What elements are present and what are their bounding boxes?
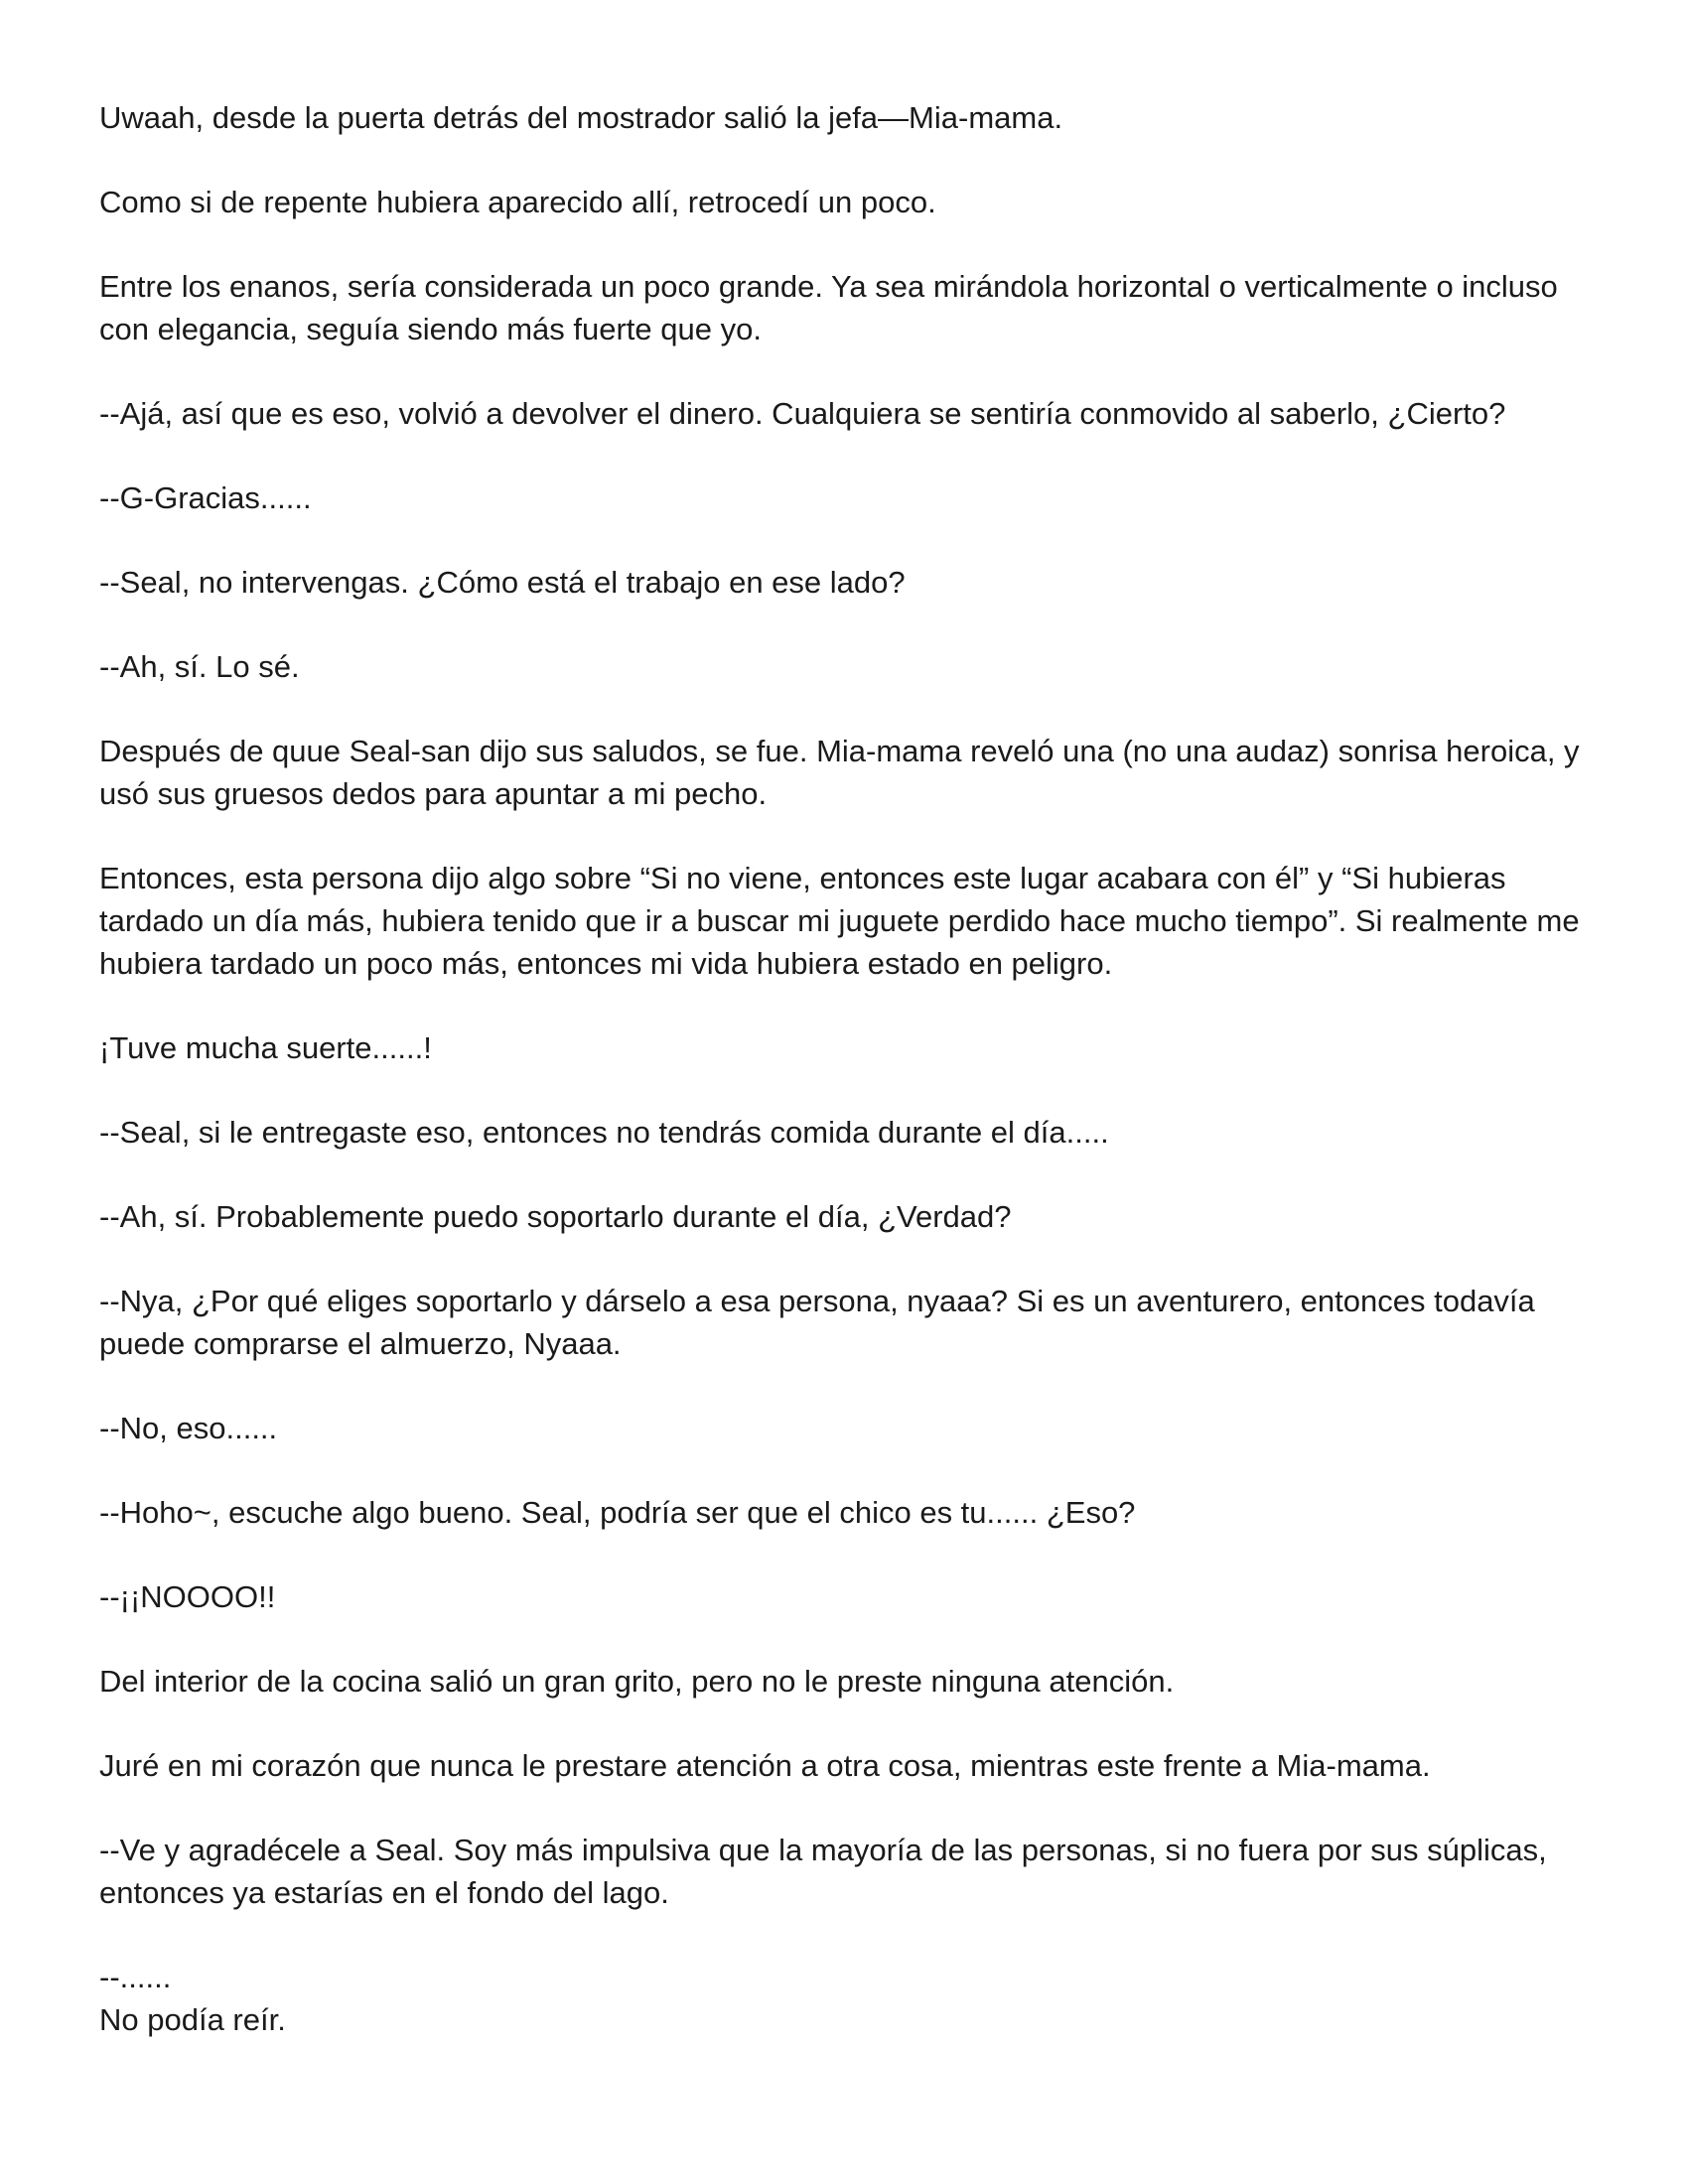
paragraph: --Ah, sí. Lo sé. <box>99 649 300 684</box>
paragraph: --No, eso...... <box>99 1411 278 1445</box>
paragraph: --¡¡NOOOO!! <box>99 1579 276 1614</box>
paragraph: --Ve y agradécele a Seal. Soy más impulsiva que la mayoría de las personas, si no fuera por sus súplicas, entonces ya estarías en el fondo del lago. <box>99 1833 1556 1910</box>
paragraph: Uwaah, desde la puerta detrás del mostrador salió la jefa—Mia-mama. <box>99 100 1063 135</box>
paragraph: --Seal, si le entregaste eso, entonces no tendrás comida durante el día..... <box>99 1115 1109 1150</box>
paragraph: --Seal, no intervengas. ¿Cómo está el trabajo en ese lado? <box>99 565 906 600</box>
paragraph: Juré en mi corazón que nunca le prestare atención a otra cosa, mientras este frente a Mia-mama. <box>99 1748 1431 1783</box>
paragraph: --...... <box>99 1960 172 1994</box>
paragraph: Como si de repente hubiera aparecido allí, retrocedí un poco. <box>99 185 936 219</box>
paragraph: ¡Tuve mucha suerte......! <box>99 1030 432 1065</box>
document-page <box>99 96 1609 2041</box>
paragraph: --Hoho~, escuche algo bueno. Seal, podría ser que el chico es tu...... ¿Eso? <box>99 1495 1136 1530</box>
paragraph: --Ah, sí. Probablemente puedo soportarlo durante el día, ¿Verdad? <box>99 1199 1012 1234</box>
paragraph: Después de quue Seal-san dijo sus saludos, se fue. Mia-mama reveló una (no una audaz) sonrisa heroica, y usó sus gruesos dedos para apuntar a mi pecho. <box>99 734 1589 811</box>
paragraph: --G-Gracias...... <box>99 480 312 515</box>
paragraph: --Nya, ¿Por qué eliges soportarlo y dárselo a esa persona, nyaaa? Si es un aventurero, entonces todavía puede comprarse el almuerzo, Nyaaa. <box>99 1284 1544 1361</box>
paragraph: --Ajá, así que es eso, volvió a devolver el dinero. Cualquiera se sentiría conmovido al saberlo, ¿Cierto? <box>99 396 1506 431</box>
paragraph: Del interior de la cocina salió un gran grito, pero no le preste ninguna atención. <box>99 1664 1175 1699</box>
paragraph: Entre los enanos, sería considerada un poco grande. Ya sea mirándola horizontal o verticalmente o incluso con elegancia, seguía siendo más fuerte que yo. <box>99 269 1567 346</box>
paragraph: No podía reír. <box>99 2002 286 2037</box>
paragraph: Entonces, esta persona dijo algo sobre “Si no viene, entonces este lugar acabara con él” y “Si hubieras tardado un día más, hubiera tenido que ir a buscar mi juguete perdido hace mucho tiempo”. Si realmente me hubiera tardado un poco más, entonces mi vida hubiera estado en peligro. <box>99 861 1589 981</box>
